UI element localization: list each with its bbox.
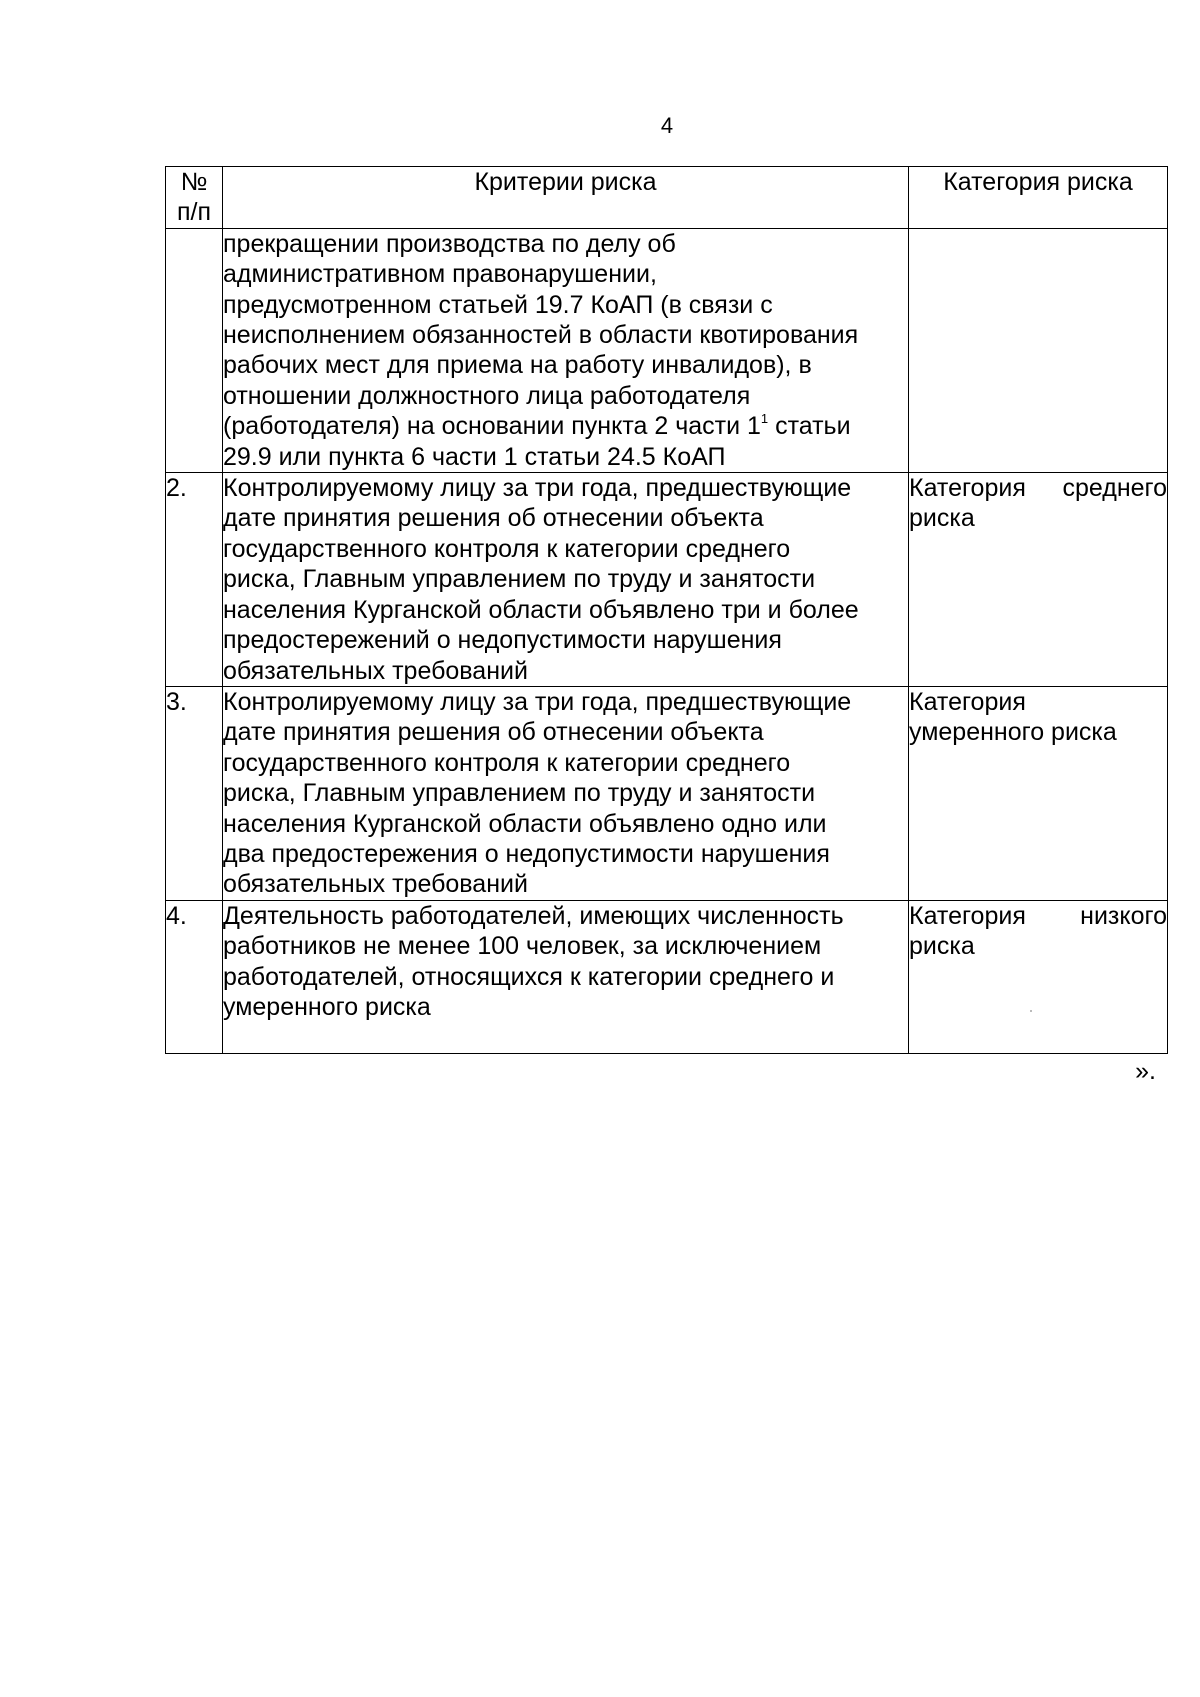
criteria-line: рабочих мест для приема на работу инвалидов), в xyxy=(223,351,812,380)
category-line: риска xyxy=(909,932,975,961)
page-number: 4 xyxy=(660,113,674,138)
criteria-line: предусмотренном статьей 19.7 КоАП (в связи с xyxy=(223,290,773,319)
table-header-row xyxy=(166,167,1168,229)
criteria-line: обязательных требований xyxy=(223,870,528,899)
criteria-line: Контролируемому лицу за три года, предшествующие xyxy=(223,687,852,716)
row-number: 3. xyxy=(166,686,223,900)
category-word: низкого xyxy=(1080,901,1167,930)
table-row xyxy=(166,686,1168,900)
criteria-text: (работодателя) на основании пункта 2 части 1 xyxy=(223,412,761,441)
category-line: Категория xyxy=(909,687,1026,716)
criteria-line: предостережений о недопустимости нарушения xyxy=(223,626,782,655)
criteria-line: государственного контроля к категории среднего xyxy=(223,534,791,563)
criteria-line: административном правонарушении, xyxy=(223,260,657,289)
row-criteria xyxy=(223,228,909,472)
row-criteria xyxy=(223,900,909,1053)
category-line xyxy=(909,473,1167,503)
row-criteria xyxy=(223,686,909,900)
criteria-line: населения Курганской области объявлено три и более xyxy=(223,595,859,624)
criteria-line: дате принятия решения об отнесении объекта xyxy=(223,718,764,747)
row-category xyxy=(909,900,1168,1053)
criteria-line: прекращении производства по делу об xyxy=(223,229,676,258)
criteria-text: статьи xyxy=(768,412,851,441)
category-word: Категория xyxy=(909,901,1026,930)
category-line: риска xyxy=(909,504,975,533)
criteria-line: работников не менее 100 человек, за исключением xyxy=(223,932,822,961)
header-number-cell xyxy=(166,167,223,229)
criteria-line: отношении должностного лица работодателя xyxy=(223,381,751,410)
criteria-line: работодателей, относящихся к категории среднего и xyxy=(223,962,835,991)
criteria-line: два предостережения о недопустимости нарушения xyxy=(223,839,830,868)
criteria-line: неисполнением обязанностей в области квотирования xyxy=(223,321,859,350)
row-number: 2. xyxy=(166,473,223,687)
row-number: 4. xyxy=(166,900,223,1053)
table-row xyxy=(166,228,1168,472)
criteria-line: риска, Главным управлением по труду и занятости xyxy=(223,779,816,808)
table-row xyxy=(166,900,1168,1053)
header-number-abbr: п/п xyxy=(176,198,212,227)
row-category xyxy=(909,228,1168,472)
criteria-line: Деятельность работодателей, имеющих численность xyxy=(223,901,844,930)
criteria-line-with-superscript xyxy=(223,411,908,441)
criteria-line: государственного контроля к категории среднего xyxy=(223,748,791,777)
closing-quote-mark: ». xyxy=(1135,1057,1156,1085)
header-number-symbol: № xyxy=(180,168,208,196)
category-line xyxy=(909,901,1167,931)
header-criteria-cell: Критерии риска xyxy=(223,167,909,229)
criteria-line: населения Курганской области объявлено одно или xyxy=(223,809,827,838)
scan-speck xyxy=(1030,1010,1032,1012)
criteria-line: дате принятия решения об отнесении объекта xyxy=(223,504,764,533)
row-category xyxy=(909,686,1168,900)
category-word: Категория xyxy=(909,474,1026,503)
row-criteria xyxy=(223,473,909,687)
criteria-line: 29.9 или пункта 6 части 1 статьи 24.5 КоАП xyxy=(223,442,726,471)
criteria-line: Контролируемому лицу за три года, предшествующие xyxy=(223,474,852,503)
header-category-cell: Категория риска xyxy=(909,167,1168,229)
row-category xyxy=(909,473,1168,687)
risk-criteria-table xyxy=(165,166,1168,1054)
category-word: среднего xyxy=(1062,474,1167,503)
superscript: 1 xyxy=(760,410,769,426)
criteria-line: риска, Главным управлением по труду и занятости xyxy=(223,565,816,594)
row-number xyxy=(166,228,223,472)
criteria-line: умеренного риска xyxy=(223,992,431,1021)
criteria-line: обязательных требований xyxy=(223,656,528,685)
table-row xyxy=(166,473,1168,687)
category-line: умеренного риска xyxy=(909,718,1117,747)
